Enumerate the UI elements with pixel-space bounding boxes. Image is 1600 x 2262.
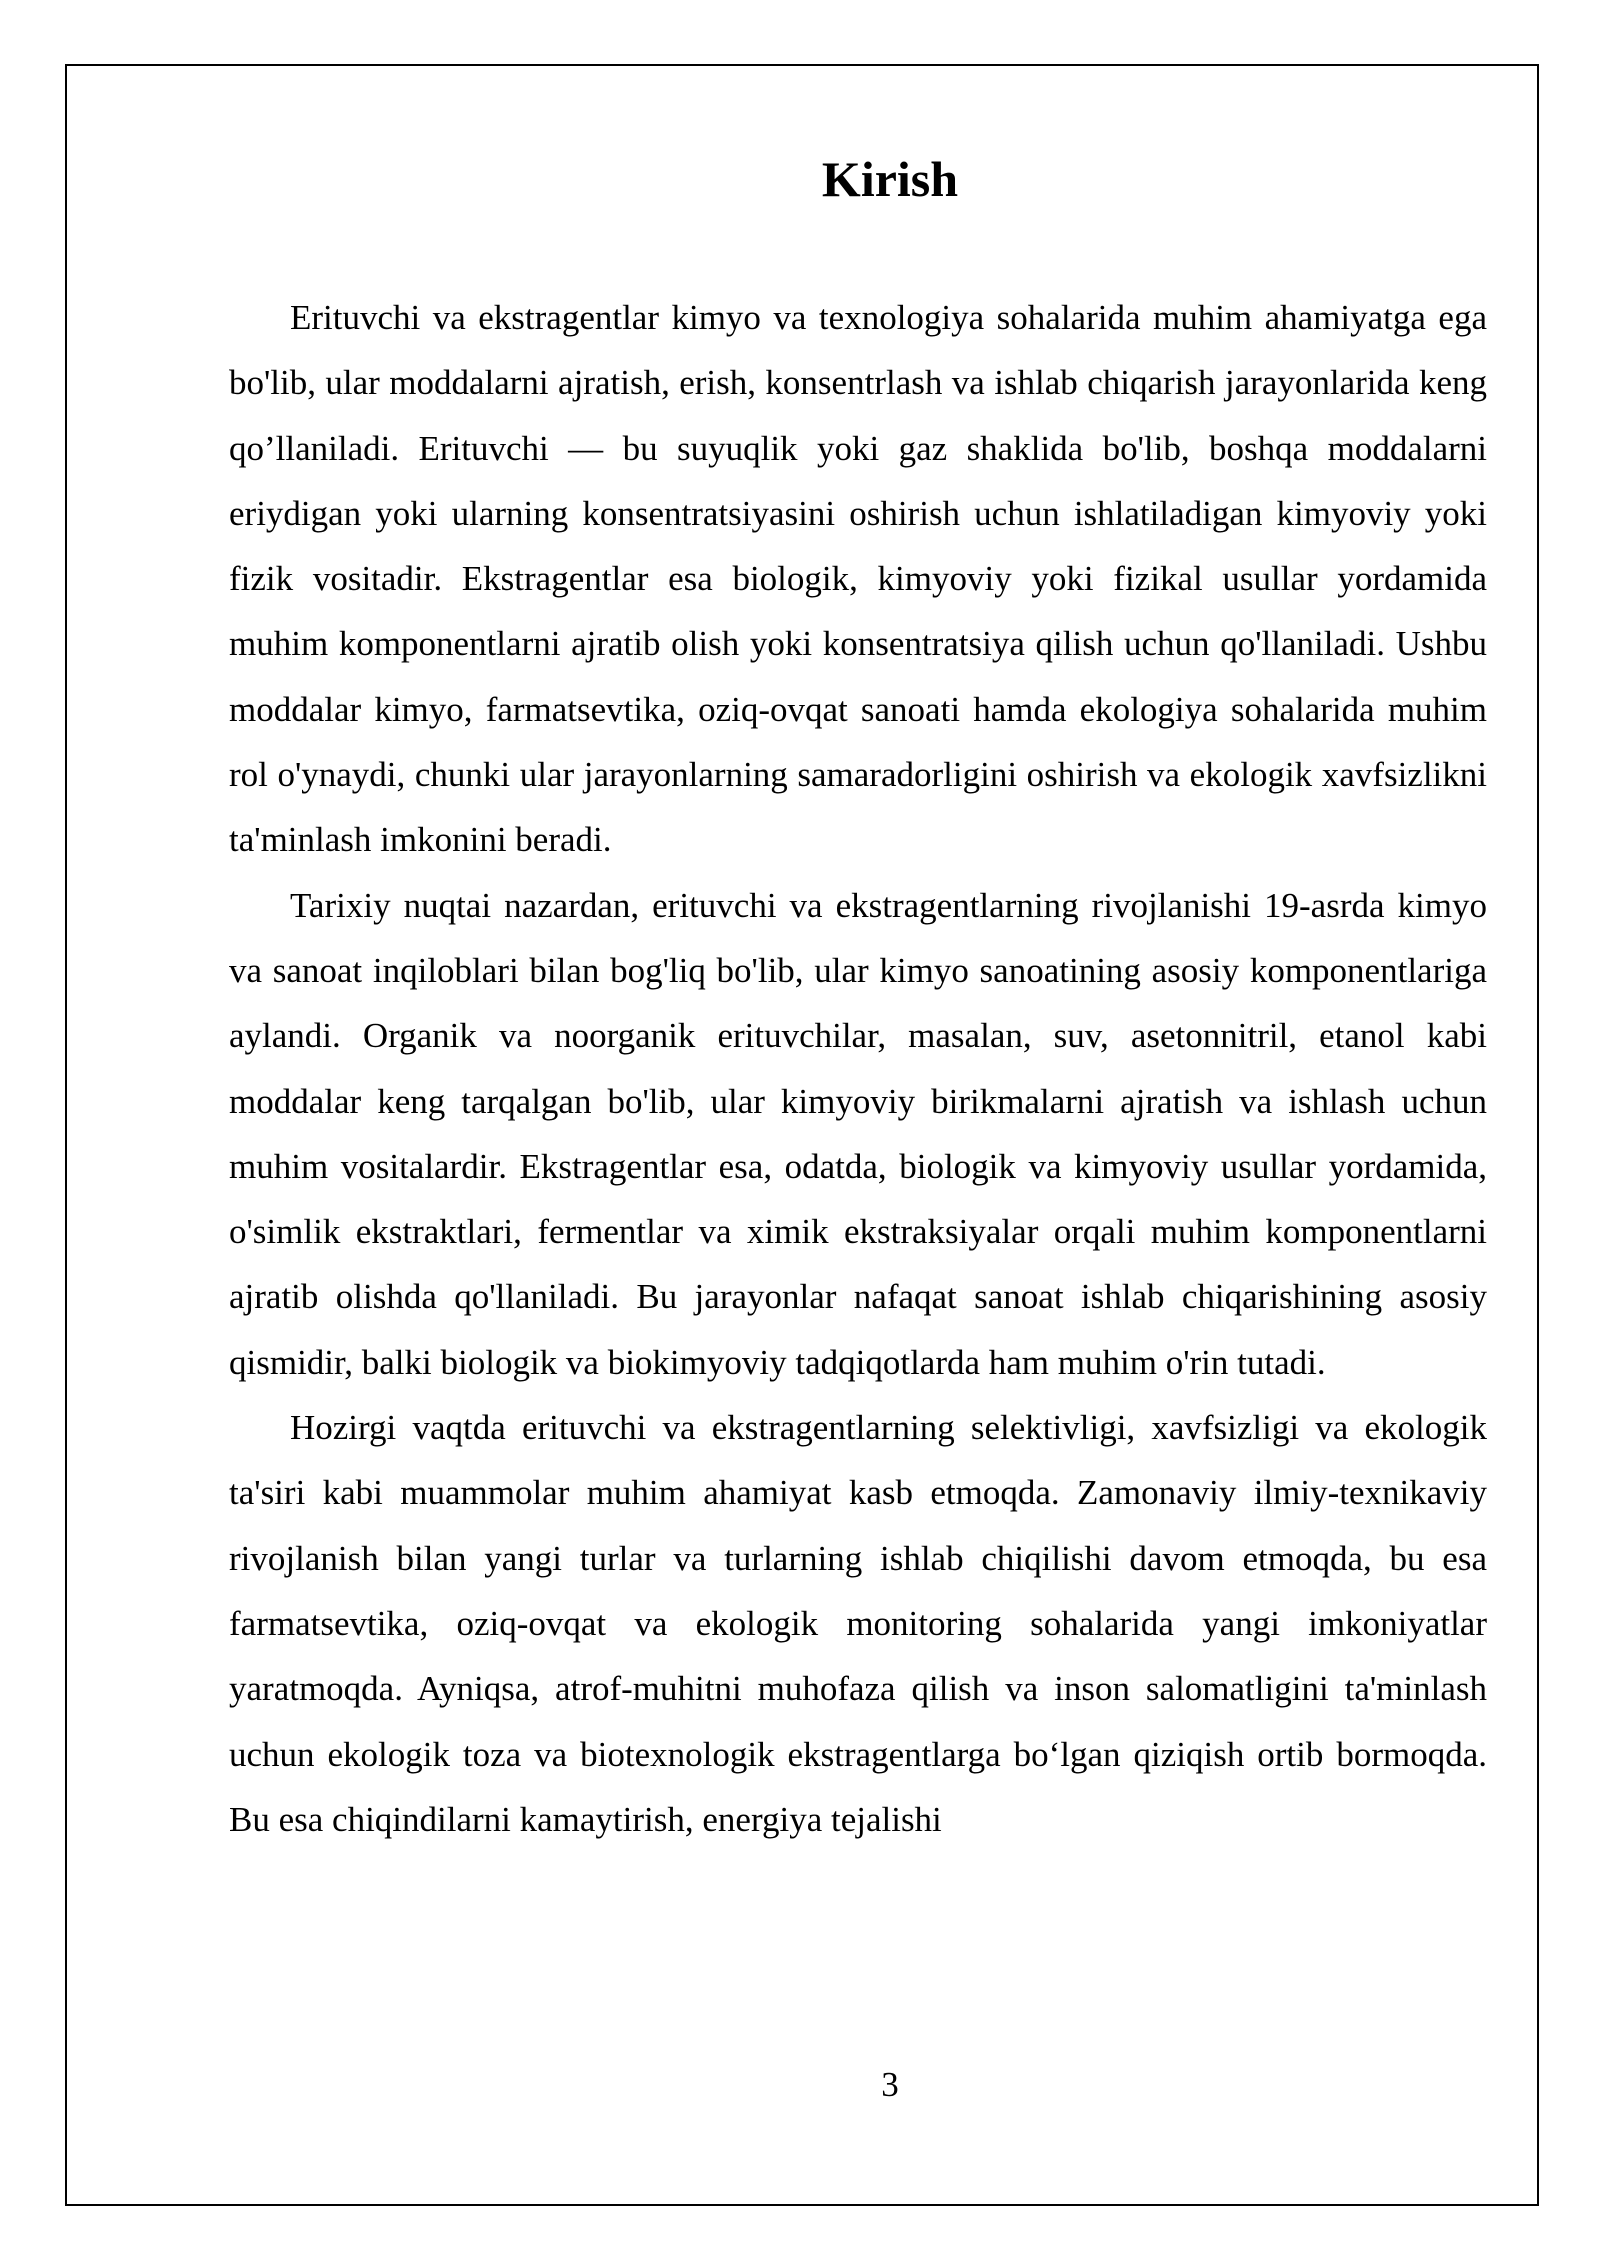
- paragraph-2: Tarixiy nuqtai nazardan, erituvchi va ekstragentlarning rivojlanishi 19-asrda kimyo va sanoat inqiloblari bilan bog'liq bo'lib, ular kimyo sanoatining asosiy komponentlariga aylandi. Organik va noorganik erituvchilar, masalan, suv, asetonnitril, etanol kabi moddalar keng tarqalgan bo'lib, ular kimyoviy birikmalarni ajratish va ishlash uchun muhim vositalardir. Ekstragentlar esa, odatda, biologik va kimyoviy usullar yordamida, o'simlik ekstraktlari, fermentlar va ximik ekstraksiyalar orqali muhim komponentlarni ajratib olishda qo'llaniladi. Bu jarayonlar nafaqat sanoat ishlab chiqarishining asosiy qismidir, balki biologik va biokimyoviy tadqiqotlarda ham muhim o'rin tutadi.: [229, 885, 1487, 1382]
- body-text: [229, 285, 1487, 1852]
- page-title: Kirish: [821, 151, 959, 207]
- paragraph-3: Hozirgi vaqtda erituvchi va ekstragentlarning selektivligi, xavfsizligi va ekologik ta'siri kabi muammolar muhim ahamiyat kasb etmoqda. Zamonaviy ilmiy-texnikaviy rivojlanish bilan yangi turlar va turlarning ishlab chiqilishi davom etmoqda, bu esa farmatsevtika, oziq-ovqat va ekologik monitoring sohalarida yangi imkoniyatlar yaratmoqda. Ayniqsa, atrof-muhitni muhofaza qilish va inson salomatligini ta'minlash uchun ekologik toza va biotexnologik ekstragentlarga bo‘lgan qiziqish ortib bormoqda. Bu esa chiqindilarni kamaytirish, energiya tejalishi: [229, 1408, 1487, 1839]
- page-number: 3: [881, 2065, 899, 2104]
- paragraph-1: Erituvchi va ekstragentlar kimyo va texnologiya sohalarida muhim ahamiyatga ega bo'lib, ular moddalarni ajratish, erish, konsentrlash va ishlab chiqarish jarayonlarida keng qo’llaniladi. Erituvchi — bu suyuqlik yoki gaz shaklida bo'lib, boshqa moddalarni eriydigan yoki ularning konsentratsiyasini oshirish uchun ishlatiladigan kimyoviy yoki fizik vositadir. Ekstragentlar esa biologik, kimyoviy yoki fizikal usullar yordamida muhim komponentlarni ajratib olish yoki konsentratsiya qilish uchun qo'llaniladi. Ushbu moddalar kimyo, farmatsevtika, oziq-ovqat sanoati hamda ekologiya sohalarida muhim rol o'ynaydi, chunki ular jarayonlarning samaradorligini oshirish va ekologik xavfsizlikni ta'minlash imkonini beradi.: [229, 298, 1487, 860]
